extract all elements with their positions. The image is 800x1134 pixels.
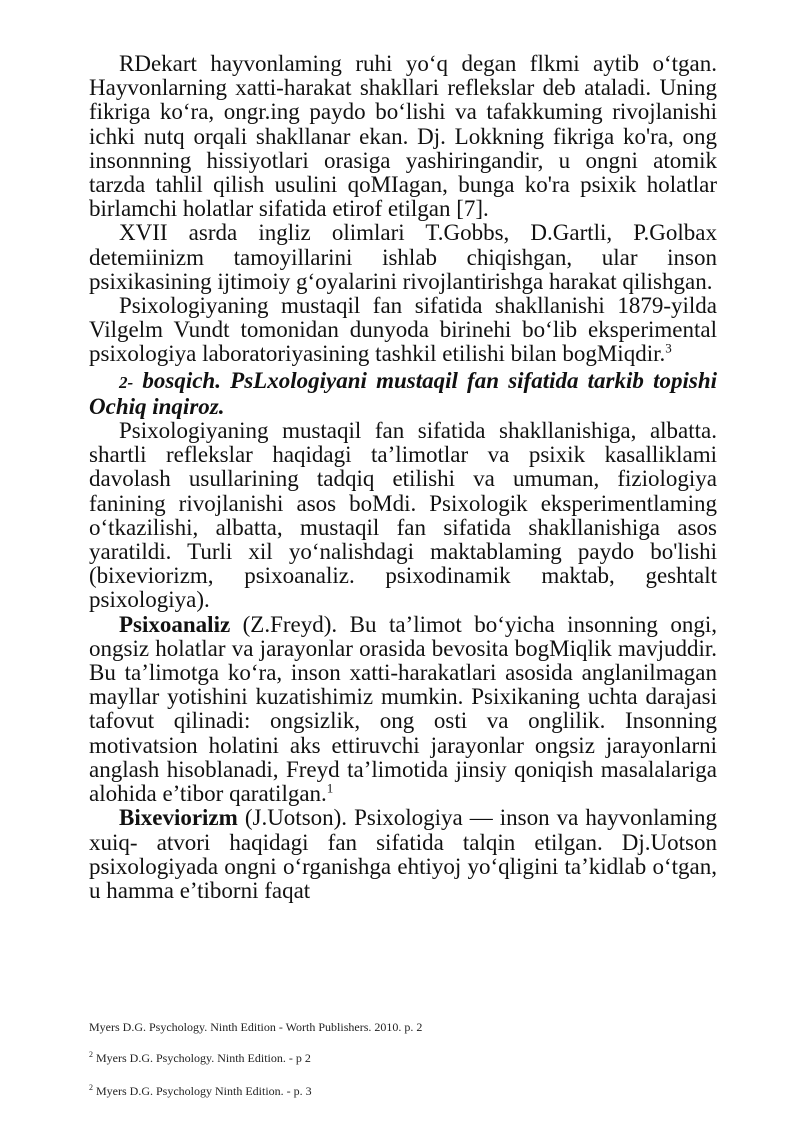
footnote-ref: 1 [326, 780, 334, 796]
paragraph-xvii-century [89, 221, 717, 294]
heading-text: bosqich. PsLxologiyani mustaqil fan sifatida tarkib topishi Ochiq inqiroz. [89, 367, 718, 419]
footnote-ref: 3 [665, 340, 672, 356]
paragraph-vundt [89, 294, 717, 367]
footnote-text: Myers D.G. Psychology Ninth Edition. - p. 3 [93, 1084, 312, 1098]
paragraph-psychoanalysis [89, 613, 717, 807]
paragraph-text: XVII asrda ingliz olimlari T.Gobbs, D.Gartli, P.Golbax detemiinizm tamoyillarini ishlab chiqishgan, ular inson psixikasining ijtimoiy g‘oyalarini rivojlantirishga harakat qilishgan. [89, 220, 717, 294]
section-heading [89, 369, 717, 419]
footnote-mark: 2 [89, 1050, 93, 1059]
paragraph-formation [89, 419, 717, 613]
heading-number: 2- [119, 372, 134, 392]
paragraph-text: (J.Uotson). Psixologiya — inson va hayvonlaming xuiq- atvori haqidagi fan sifatida talqin etilgan. Dj.Uotson psixologiyada ongni o‘rganishga ehtiyoj yo‘qligini ta’kidlab o‘tgan, u hamma e’tiborni faqat [89, 805, 717, 903]
footnote-text: Myers D.G. Psychology. Ninth Edition. - p 2 [93, 1051, 311, 1065]
footnote-3 [89, 1084, 312, 1099]
paragraph-behaviorism [89, 806, 717, 903]
term-bixeviorizm: Bixeviorizm [119, 805, 238, 831]
footnote-text: Myers D.G. Psychology. Ninth Edition - Worth Publishers. 2010. p. 2 [89, 1020, 423, 1034]
footnote-2 [89, 1051, 311, 1066]
paragraph-dekart [89, 52, 717, 221]
paragraph-text: (Z.Freyd). Bu ta’limot bo‘yicha insonning ongi, ongsiz holatlar va jarayonlar orasida bevosita bogMiqlik mavjuddir. Bu ta’limotga ko‘ra, inson xatti-harakatlari asosida anglanilmagan mayllar yotishini kuzatishimiz mumkin. Psixikaning uchta darajasi tafovut qilinadi: ongsizlik, ong osti va onglilik. Insonning motivatsion holatini aks ettiruvchi jarayonlar ongsiz jarayonlarni anglash hisoblanadi, Freyd ta’limotida jinsiy qoniqish masalalariga alohida e’tibor qaratilgan. [89, 611, 717, 807]
main-text [89, 52, 717, 903]
term-psixoanaliz: Psixoanaliz [119, 611, 231, 637]
paragraph-text: Psixologiyaning mustaqil fan sifatida shakllanishi 1879-yilda Vilgelm Vundt tomonidan dunyoda birinehi bo‘lib eksperimental psixologiya laboratoriyasining tashkil etilishi bilan bogMiqdir. [89, 293, 717, 367]
paragraph-text: Psixologiyaning mustaqil fan sifatida shakllanishiga, albatta. shartli reflekslar haqidagi ta’limotlar va psixik kasalliklami davolash usullarining tadqiq etilishi va umuman, fiziologiya fanining rivojlanishi asos boMdi. Psixologik eksperimentlaming o‘tkazilishi, albatta, mustaqil fan sifatida shakllanishiga asos yaratildi. Turli xil yo‘nalishdagi maktablaming paydo bo'lishi (bixeviorizm, psixoanaliz. psixodinamik maktab, geshtalt psixologiya). [89, 418, 717, 613]
paragraph-text: RDekart hayvonlaming ruhi yo‘q degan flkmi aytib o‘tgan. Hayvonlarning xatti-harakat shakllari reflekslar deb ataladi. Uning fikriga ko‘ra, ongr.ing paydo bo‘lishi va tafakkuming rivojlanishi ichki nutq orqali shakllanar ekan. Dj. Lokkning fikriga ko'ra, ong insonnning hissiyotlari orasiga yashiringandir, u ongni atomik tarzda tahlil qilish usulini qoMIagan, bunga ko'ra psixik holatlar birlamchi holatlar sifatida etirof etilgan [7]. [89, 51, 717, 222]
footnote-1 [89, 1020, 422, 1035]
footnote-mark: 2 [89, 1083, 93, 1092]
